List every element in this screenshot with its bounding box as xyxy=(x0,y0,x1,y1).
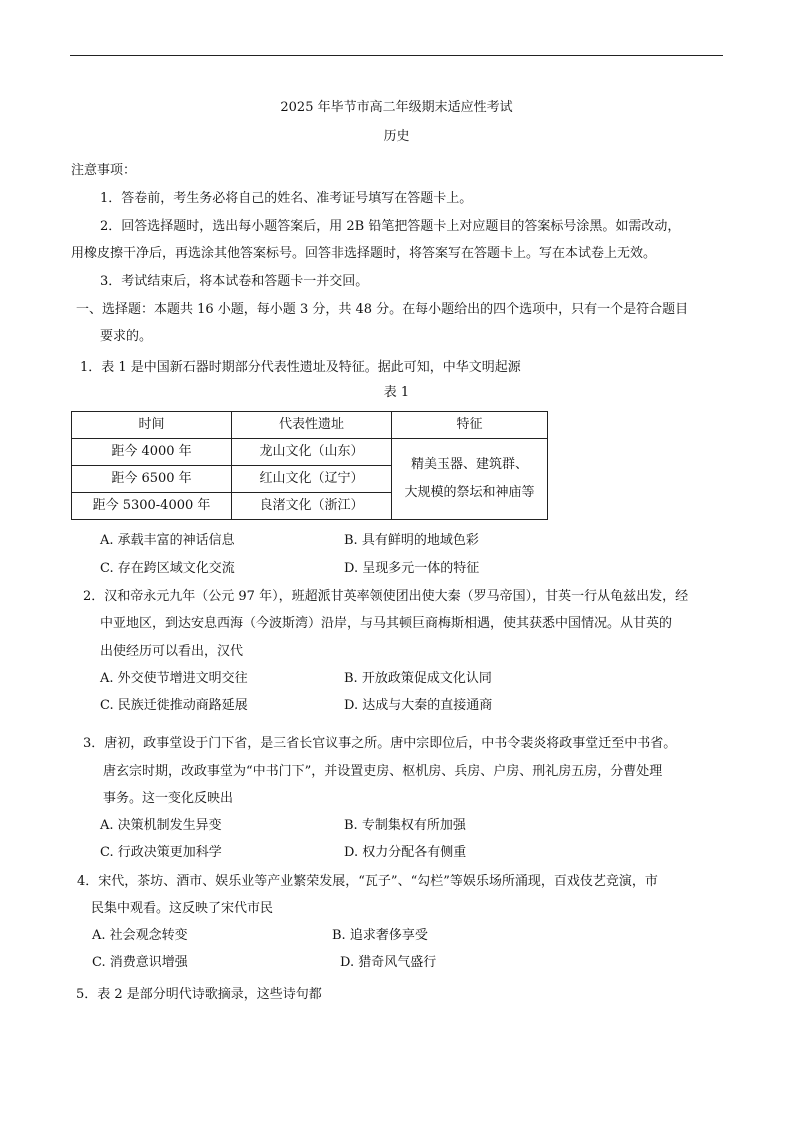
feature-line-2: 大规模的祭坛和神庙等 xyxy=(404,485,535,500)
q1-option-c: C. 存在跨区域文化交流 xyxy=(100,561,235,576)
notice-item-2: 2．回答选择题时，选出每小题答案后，用 2B 铅笔把答题卡上对应题目的答案标号涂黑。如需改动， xyxy=(100,219,681,234)
notice-item-3: 3．考试结束后，将本试卷和答题卡一并交回。 xyxy=(100,274,369,289)
question-2-stem: 2．汉和帝永元九年（公元 97 年），班超派甘英率领使团出使大秦（罗马帝国），甘英一行从龟兹出发，经 xyxy=(83,589,689,604)
notice-heading: 注意事项： xyxy=(71,163,137,178)
exam-title: 2025 年毕节市高二年级期末适应性考试 xyxy=(280,100,513,115)
question-1-stem: 1．表 1 是中国新石器时期部分代表性遗址及特征。据此可知，中华文明起源 xyxy=(80,360,521,375)
table-cell-time: 距今 5300-4000 年 xyxy=(72,493,232,520)
table-cell-site: 红山文化（辽宁） xyxy=(232,466,392,493)
question-4-stem: 4．宋代，茶坊、酒市、娱乐业等产业繁荣发展，“瓦子”、“勾栏”等娱乐场所涌现，百戏伎艺竞演，市 xyxy=(77,874,658,889)
q4-option-d: D. 猎奇风气盛行 xyxy=(340,955,437,970)
table-1 xyxy=(71,411,548,520)
question-3-stem-cont: 唐玄宗时期，改政事堂为“中书门下”，并设置吏房、枢机房、兵房、户房、刑礼房五房，分曹处理 xyxy=(103,764,663,779)
q4-option-b: B. 追求奢侈享受 xyxy=(332,928,428,943)
q1-option-b: B. 具有鲜明的地域色彩 xyxy=(344,533,479,548)
table-header-row xyxy=(72,412,548,439)
question-2-stem-cont: 中亚地区，到达安息西海（今波斯湾）沿岸，与马其顿巨商梅斯相遇，使其获悉中国情况。从甘英的 xyxy=(100,616,673,631)
table-header-cell: 代表性遗址 xyxy=(232,412,392,439)
question-3-stem: 3．唐初，政事堂设于门下省，是三省长官议事之所。唐中宗即位后，中书令裴炎将政事堂迁至中书省。 xyxy=(83,736,677,751)
q2-option-a: A. 外交使节增进文明交往 xyxy=(100,671,248,686)
q1-option-a: A. 承载丰富的神话信息 xyxy=(100,533,235,548)
section-heading-cont: 要求的。 xyxy=(100,329,153,344)
header-rule xyxy=(70,55,723,56)
table-cell-time: 距今 6500 年 xyxy=(72,466,232,493)
question-4-stem-cont: 民集中观看。这反映了宋代市民 xyxy=(91,901,274,916)
notice-item-2-cont: 用橡皮擦干净后，再选涂其他答案标号。回答非选择题时，将答案写在答题卡上。写在本试卷上无效。 xyxy=(71,246,657,261)
q2-option-b: B. 开放政策促成文化认同 xyxy=(344,671,492,686)
q3-option-c: C. 行政决策更加科学 xyxy=(100,845,222,860)
table-header-cell: 特征 xyxy=(392,412,548,439)
table-cell-site: 良渚文化（浙江） xyxy=(232,493,392,520)
q2-option-c: C. 民族迁徙推动商路延展 xyxy=(100,698,248,713)
q4-option-c: C. 消费意识增强 xyxy=(92,955,188,970)
q2-option-d: D. 达成与大秦的直接通商 xyxy=(344,698,493,713)
table-row xyxy=(72,439,548,466)
section-heading: 一、选择题：本题共 16 小题，每小题 3 分，共 48 分。在每小题给出的四个选项中，只有一个是符合题目 xyxy=(76,302,689,317)
q4-option-a: A. 社会观念转变 xyxy=(92,928,188,943)
feature-line-1: 精美玉器、建筑群、 xyxy=(410,457,528,472)
q3-option-d: D. 权力分配各有侧重 xyxy=(344,845,467,860)
table-cell-feature xyxy=(392,439,548,520)
table-cell-site: 龙山文化（山东） xyxy=(232,439,392,466)
q1-option-d: D. 呈现多元一体的特征 xyxy=(344,561,480,576)
q3-option-a: A. 决策机制发生异变 xyxy=(100,818,222,833)
q3-option-b: B. 专制集权有所加强 xyxy=(344,818,466,833)
table-1-caption: 表 1 xyxy=(383,385,410,400)
question-3-stem-end: 事务。这一变化反映出 xyxy=(103,791,234,806)
subject-title: 历史 xyxy=(383,129,410,144)
question-5-stem: 5．表 2 是部分明代诗歌摘录，这些诗句都 xyxy=(76,987,322,1002)
table-header-cell: 时间 xyxy=(72,412,232,439)
question-2-stem-end: 出使经历可以看出，汉代 xyxy=(100,644,244,659)
table-cell-time: 距今 4000 年 xyxy=(72,439,232,466)
notice-item-1: 1．答卷前，考生务必将自己的姓名、准考证号填写在答题卡上。 xyxy=(100,191,473,206)
